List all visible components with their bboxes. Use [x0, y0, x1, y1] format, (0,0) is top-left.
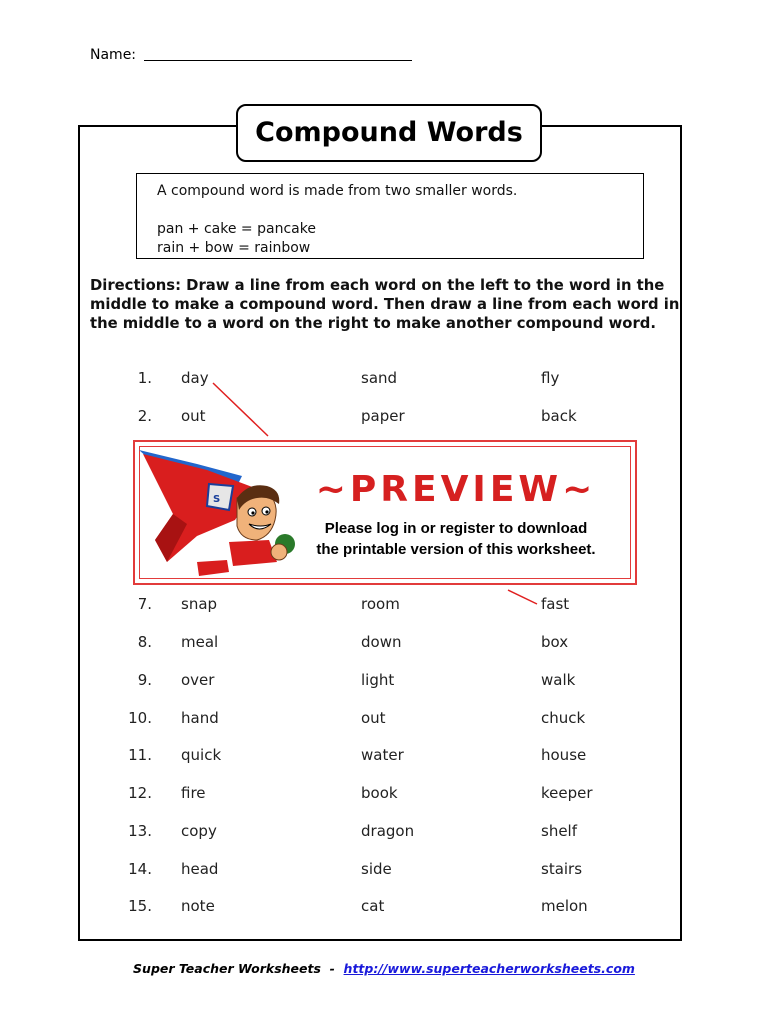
- middle-word: paper: [361, 407, 405, 425]
- word-row: [0, 746, 768, 766]
- definition-text: A compound word is made from two smaller words.: [157, 183, 518, 199]
- row-number: 10.: [128, 709, 152, 727]
- row-number: 2.: [137, 407, 152, 425]
- word-row: [0, 709, 768, 729]
- middle-word: sand: [361, 369, 398, 387]
- preview-message: [301, 518, 611, 560]
- word-row: [0, 897, 768, 917]
- preview-message-line-1: Please log in or register to download: [324, 520, 588, 537]
- middle-word: out: [361, 709, 386, 727]
- superhero-mascot-icon: [137, 444, 302, 584]
- footer-link[interactable]: http://www.superteacherworksheets.com: [343, 961, 635, 976]
- middle-word: room: [361, 595, 400, 613]
- right-word: house: [541, 746, 587, 764]
- row-number: 8.: [137, 633, 152, 651]
- word-row: [0, 369, 768, 389]
- left-word: copy: [181, 822, 217, 840]
- name-field: [90, 46, 412, 63]
- right-word: walk: [541, 671, 576, 689]
- footer-separator: -: [329, 961, 335, 976]
- word-row: [0, 671, 768, 691]
- row-number: 1.: [137, 369, 152, 387]
- row-number: 11.: [128, 746, 152, 764]
- name-blank-line[interactable]: [144, 46, 412, 61]
- footer: [0, 961, 768, 976]
- middle-word: cat: [361, 897, 385, 915]
- middle-word: down: [361, 633, 402, 651]
- left-word: meal: [181, 633, 219, 651]
- example-1: pan + cake = pancake: [157, 221, 316, 237]
- definition-box: [136, 173, 644, 259]
- word-row: [0, 407, 768, 427]
- left-word: snap: [181, 595, 218, 613]
- middle-word: water: [361, 746, 404, 764]
- right-word: stairs: [541, 860, 583, 878]
- name-label: Name:: [90, 47, 137, 63]
- row-number: 15.: [128, 897, 152, 915]
- word-row: [0, 633, 768, 653]
- right-word: fast: [541, 595, 570, 613]
- row-number: 9.: [137, 671, 152, 689]
- svg-text:S: S: [213, 494, 221, 505]
- example-2: rain + bow = rainbow: [157, 240, 311, 256]
- row-number: 12.: [128, 784, 152, 802]
- right-word: keeper: [541, 784, 593, 802]
- middle-word: dragon: [361, 822, 415, 840]
- middle-word: book: [361, 784, 398, 802]
- left-word: hand: [181, 709, 219, 727]
- worksheet-title: Compound Words: [236, 104, 542, 162]
- left-word: out: [181, 407, 206, 425]
- left-word: quick: [181, 746, 222, 764]
- right-word: box: [541, 633, 569, 651]
- word-row: [0, 784, 768, 804]
- right-word: chuck: [541, 709, 586, 727]
- word-row: [0, 860, 768, 880]
- row-number: 7.: [137, 595, 152, 613]
- word-row: [0, 822, 768, 842]
- preview-banner[interactable]: [133, 440, 637, 585]
- right-word: back: [541, 407, 577, 425]
- word-row: [0, 595, 768, 615]
- left-word: fire: [181, 784, 206, 802]
- right-word: shelf: [541, 822, 577, 840]
- directions-text: Directions: Draw a line from each word on the left to the word in the middle to make a compound word. Then draw a line from each word in the middle to a word on the right to make another compound word.: [90, 277, 680, 332]
- left-word: over: [181, 671, 215, 689]
- left-word: head: [181, 860, 219, 878]
- middle-word: light: [361, 671, 395, 689]
- left-word: day: [181, 369, 209, 387]
- row-number: 13.: [128, 822, 152, 840]
- right-word: fly: [541, 369, 560, 387]
- left-word: note: [181, 897, 215, 915]
- row-number: 14.: [128, 860, 152, 878]
- preview-title: ~PREVIEW~: [315, 469, 597, 510]
- right-word: melon: [541, 897, 588, 915]
- footer-site-name: Super Teacher Worksheets: [133, 961, 321, 976]
- preview-message-line-2: the printable version of this worksheet.: [316, 541, 596, 558]
- middle-word: side: [361, 860, 392, 878]
